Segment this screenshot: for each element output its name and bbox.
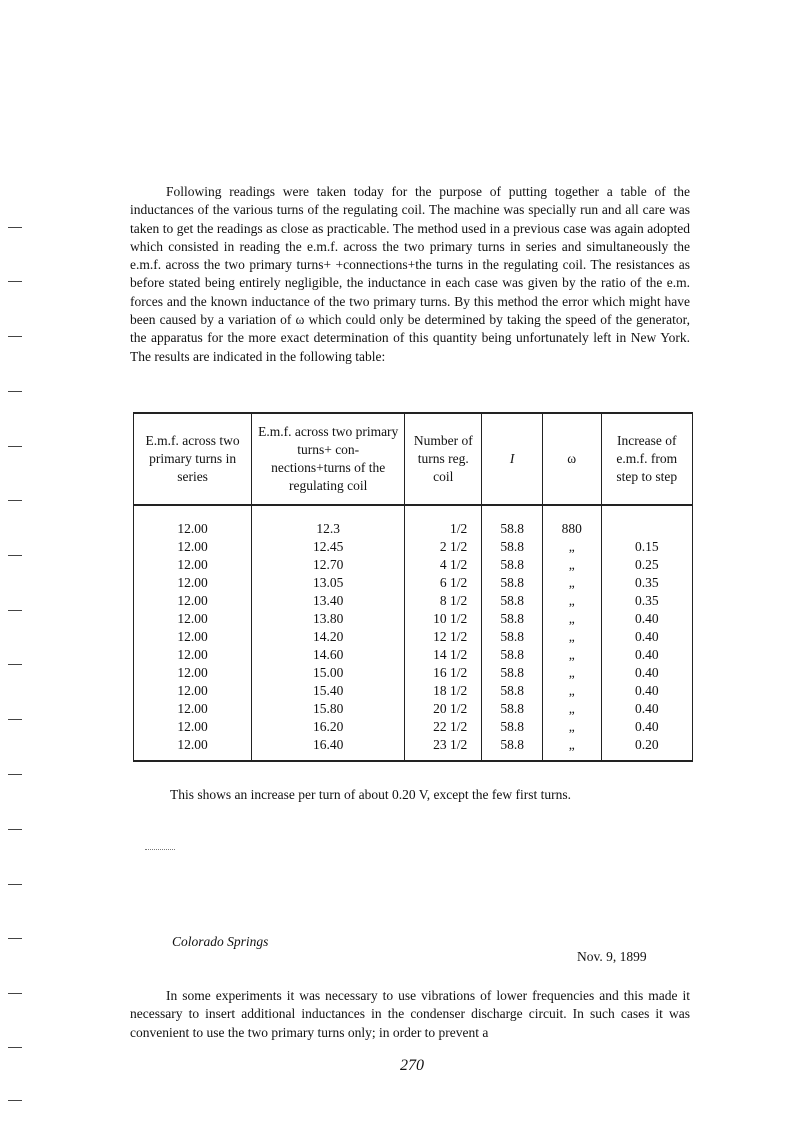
cell-emf-primary: 12.00 [134,718,252,736]
cell-emf-total: 12.70 [252,556,405,574]
cell-increase: 0.40 [601,664,693,682]
outro-paragraph: In some experiments it was necessary to use vibrations of lower frequencies and this made it necessary to insert additional inductances in the condenser discharge circuit. In such cases it was convenient to use the two primary turns only; in order to prevent a [130,988,690,1040]
cell-increase: 0.40 [601,646,693,664]
cell-current: 58.8 [482,664,543,682]
table-row [134,556,693,574]
cell-turns: 12 1/2 [405,628,482,646]
cell-omega: „ [542,610,601,628]
cell-turns: 8 1/2 [405,592,482,610]
table-row [134,574,693,592]
cell-increase [601,520,693,538]
cell-increase: 0.40 [601,700,693,718]
cell-emf-primary: 12.00 [134,610,252,628]
cell-omega: „ [542,682,601,700]
cell-turns: 2 1/2 [405,538,482,556]
margin-mark [8,1047,22,1048]
scan-speck [145,849,175,850]
cell-emf-total: 16.40 [252,736,405,761]
cell-omega: „ [542,538,601,556]
cell-emf-total: 13.80 [252,610,405,628]
cell-emf-total: 14.60 [252,646,405,664]
margin-mark [8,227,22,228]
place-heading: Colorado Springs [172,934,269,949]
header-number-of-turns: Number of turns reg. coil [405,413,482,505]
table-row [134,592,693,610]
cell-omega: „ [542,574,601,592]
cell-turns: 16 1/2 [405,664,482,682]
cell-current: 58.8 [482,538,543,556]
intro-paragraph: Following readings were taken today for the purpose of putting together a table of the inductances of the various turns of the regulating coil. The machine was specially run and all care was taken to get the readings as close as practicable. The method used in a previous case was again adopted which consisted in reading the e.m.f. across the two primary turns in series and simultaneously the e.m.f. across the two primary turns+ +connections+the turns in the regulating coil. The resistances as before stated being entirely negligible, the inductance in each case was given by the ratio of the e.m. forces and the known inductance of the two primary turns. By this method the error which might have been caused by a variation of ω which could only be determined by taking the speed of the generator, the apparatus for the more exact determination of this quantity being unfortunately left in New York. The results are indicated in the following table: [130,184,690,364]
cell-emf-primary: 12.00 [134,700,252,718]
cell-turns: 4 1/2 [405,556,482,574]
header-emf-primary: E.m.f. across two primary turns in series [134,413,252,505]
cell-current: 58.8 [482,520,543,538]
cell-increase: 0.40 [601,682,693,700]
cell-increase: 0.25 [601,556,693,574]
cell-emf-primary: 12.00 [134,538,252,556]
date-heading: Nov. 9, 1899 [577,949,647,964]
margin-mark [8,610,22,611]
cell-current: 58.8 [482,628,543,646]
cell-turns: 1/2 [405,520,482,538]
margin-mark [8,774,22,775]
cell-current: 58.8 [482,592,543,610]
cell-omega: 880 [542,520,601,538]
cell-emf-total: 15.40 [252,682,405,700]
cell-current: 58.8 [482,646,543,664]
conclusion-text: This shows an increase per turn of about 0.20 V, except the few first turns. [170,787,572,802]
cell-omega: „ [542,718,601,736]
cell-omega: „ [542,646,601,664]
page-number: 270 [400,1057,424,1074]
margin-mark [8,500,22,501]
cell-emf-primary: 12.00 [134,646,252,664]
margin-mark [8,719,22,720]
cell-turns: 6 1/2 [405,574,482,592]
table-row [134,700,693,718]
table-row [134,718,693,736]
cell-emf-primary: 12.00 [134,628,252,646]
readings-table [133,412,693,762]
cell-increase: 0.15 [601,538,693,556]
cell-omega: „ [542,592,601,610]
cell-turns: 10 1/2 [405,610,482,628]
cell-current: 58.8 [482,610,543,628]
cell-emf-total: 14.20 [252,628,405,646]
table-header-row [134,413,693,505]
header-omega: ω [542,413,601,505]
margin-mark [8,938,22,939]
cell-emf-primary: 12.00 [134,682,252,700]
cell-omega: „ [542,628,601,646]
cell-emf-primary: 12.00 [134,664,252,682]
cell-increase: 0.40 [601,610,693,628]
cell-emf-total: 12.45 [252,538,405,556]
cell-current: 58.8 [482,700,543,718]
cell-emf-primary: 12.00 [134,736,252,761]
cell-omega: „ [542,556,601,574]
cell-omega: „ [542,664,601,682]
cell-turns: 22 1/2 [405,718,482,736]
cell-current: 58.8 [482,736,543,761]
cell-emf-total: 16.20 [252,718,405,736]
table-row [134,682,693,700]
table-row [134,628,693,646]
cell-turns: 23 1/2 [405,736,482,761]
margin-mark [8,281,22,282]
cell-emf-total: 13.05 [252,574,405,592]
cell-emf-total: 12.3 [252,520,405,538]
table-row [134,646,693,664]
table-row [134,538,693,556]
cell-emf-primary: 12.00 [134,556,252,574]
header-increase: Increase of e.m.f. from step to step [601,413,693,505]
margin-mark [8,829,22,830]
cell-emf-total: 15.00 [252,664,405,682]
margin-mark [8,336,22,337]
table-body [134,505,693,761]
margin-mark [8,993,22,994]
table-row [134,664,693,682]
margin-mark [8,446,22,447]
header-emf-total: E.m.f. across two primary turns+ con- nections+turns of the regulating coil [252,413,405,505]
cell-current: 58.8 [482,556,543,574]
cell-increase: 0.35 [601,592,693,610]
table-row [134,736,693,761]
cell-omega: „ [542,736,601,761]
cell-increase: 0.35 [601,574,693,592]
cell-current: 58.8 [482,574,543,592]
margin-mark [8,1100,22,1101]
cell-omega: „ [542,700,601,718]
cell-emf-primary: 12.00 [134,574,252,592]
cell-emf-primary: 12.00 [134,520,252,538]
cell-emf-total: 13.40 [252,592,405,610]
table-spacer [134,505,693,520]
margin-mark [8,664,22,665]
cell-emf-primary: 12.00 [134,592,252,610]
cell-current: 58.8 [482,682,543,700]
table-row [134,520,693,538]
cell-turns: 14 1/2 [405,646,482,664]
cell-increase: 0.40 [601,718,693,736]
margin-mark [8,391,22,392]
cell-current: 58.8 [482,718,543,736]
cell-turns: 20 1/2 [405,700,482,718]
cell-increase: 0.40 [601,628,693,646]
cell-increase: 0.20 [601,736,693,761]
margin-mark [8,555,22,556]
margin-mark [8,884,22,885]
header-current: I [482,413,543,505]
table-row [134,610,693,628]
cell-emf-total: 15.80 [252,700,405,718]
cell-turns: 18 1/2 [405,682,482,700]
